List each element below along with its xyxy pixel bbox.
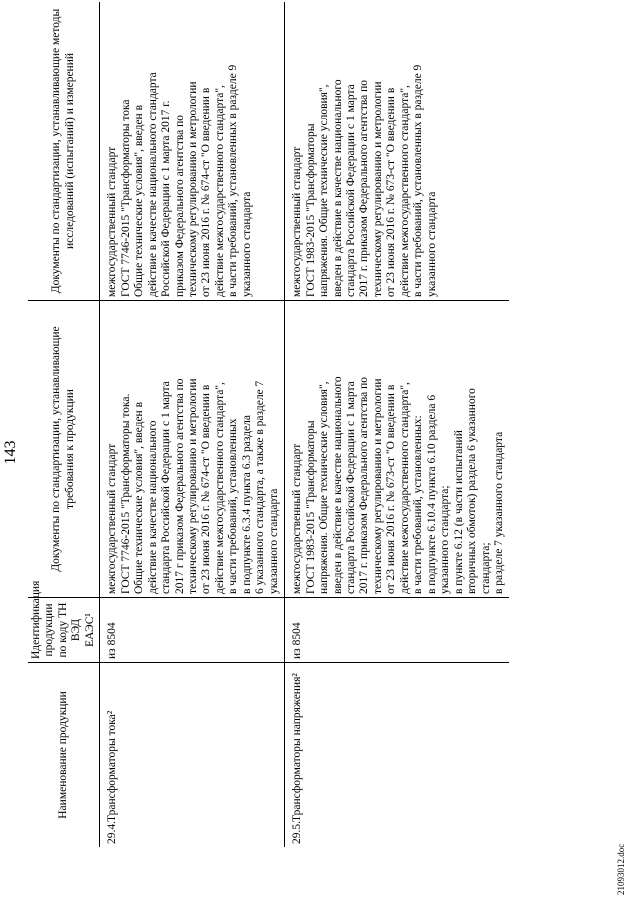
table-row — [100, 2, 285, 847]
text-line: 2017 г приказом Федерального агентства по — [173, 378, 186, 594]
text-line: введен в действие в качестве национального — [331, 376, 344, 594]
text-line: указанного стандарта — [267, 488, 280, 594]
footer-filename: 21093012.doc — [616, 843, 626, 895]
text-line: в подпункте 6.10.4 пункта 6.10 раздела 6 — [425, 394, 438, 594]
text-line: действие в качестве национального — [146, 420, 159, 594]
text-line: межгосударственный стандарт — [106, 443, 119, 594]
text-line: техническому регулированию и метрологии — [371, 81, 384, 297]
text-line: ГОСТ 1983-2015 "Трансформаторы — [304, 123, 317, 297]
text-line: ГОСТ 7746-2015 "Трансформаторы тока. — [119, 393, 132, 594]
header-test-method-docs: Документы по стандартизации, устанавливающие методы исследований (испытаний) и измерений — [28, 2, 100, 301]
text-line: от 23 июня 2016 г. № 673-ст "О введении в — [385, 384, 398, 594]
test-methods-cell — [285, 2, 510, 301]
product-name: Трансформаторы тока² — [106, 710, 119, 822]
text-line: действие межгосударственного стандарта", — [213, 382, 226, 594]
text-line: в пункте 6.12 (в части испытаний — [452, 430, 465, 594]
text-line: действие в качестве национального стандарта — [146, 72, 159, 297]
row-number: 29.5. — [291, 821, 304, 844]
text-line: техническому регулированию и метрологии — [371, 378, 384, 594]
code-cell: из 8504 — [285, 598, 510, 663]
text-line: Российской Федерации с 1 марта 2017 г. — [160, 100, 173, 297]
text-line: техническому регулированию и метрологии — [186, 378, 199, 594]
text-line: от 23 июня 2016 г. № 674-ст "О введении в — [200, 87, 213, 297]
text-line: в части требований, установленных в разделе 9 — [412, 64, 425, 297]
text-line: напряжения. Общие технические условия", — [318, 84, 331, 297]
header-requirement-docs: Документы по стандартизации, устанавливающие требования к продукции — [28, 301, 100, 598]
text-line: указанного стандарта — [240, 191, 253, 297]
table-row — [285, 2, 510, 847]
text-line: от 23 июня 2016 г. № 674-ст "О введении в — [200, 384, 213, 594]
text-line: указанного стандарта — [425, 191, 438, 297]
text-line: 2017 г. приказом Федерального агентства по — [358, 376, 371, 594]
text-line: указанного стандарта; — [439, 485, 452, 594]
text-line: стандарта; — [479, 542, 492, 594]
text-line: действие межгосударственного стандарта", — [213, 85, 226, 297]
product-cell — [285, 663, 510, 848]
product-cell — [100, 663, 285, 848]
text-line: ГОСТ 1983-2015 "Трансформаторы — [304, 420, 317, 594]
text-line: 6 указанного стандарта, а также в разделе 7 — [254, 380, 267, 594]
standards-table — [28, 2, 509, 847]
text-line: стандарта Российской Федерации с 1 марта — [344, 381, 357, 594]
text-line: межгосударственный стандарт — [291, 443, 304, 594]
text-line: от 23 июня 2016 г. № 673-ст "О введении в — [385, 87, 398, 297]
text-line: в части требований, установленных в разделе 9 — [227, 64, 240, 297]
text-line: действие межгосударственного стандарта", — [398, 85, 411, 297]
page-number: 143 — [2, 440, 19, 465]
requirements-cell — [285, 301, 510, 598]
text-line: в части требований, установленных: — [412, 415, 425, 594]
text-line: введен в действие в качестве национального — [331, 79, 344, 297]
text-line: межгосударственный стандарт — [291, 146, 304, 297]
text-line: 2017 г. приказом Федерального агентства по — [358, 79, 371, 297]
text-line: вторичных обмоток) раздела 6 указанного — [466, 388, 479, 594]
text-line: стандарта Российской Федерации с 1 марта — [160, 381, 173, 594]
product-name: Трансформаторы напряжения² — [291, 673, 304, 822]
header-code: Идентификация продукции по коду ТН ВЭД ЕАЭС¹ — [28, 598, 100, 663]
text-line: Общие технические условия", введен в — [133, 401, 146, 594]
requirements-cell — [100, 301, 285, 598]
header-product-name: Наименование продукции — [28, 663, 100, 848]
test-methods-cell — [100, 2, 285, 301]
text-line: в подпункте 6.3.4 пункта 6.3 раздела — [240, 415, 253, 594]
text-line: Общие технические условия", введен в — [133, 104, 146, 297]
row-number: 29.4. — [106, 821, 119, 844]
text-line: техническому регулированию и метрологии — [186, 81, 199, 297]
code-cell: из 8504 — [100, 598, 285, 663]
text-line: в разделе 7 указанного стандарта — [492, 431, 505, 594]
text-line: межгосударственный стандарт — [106, 146, 119, 297]
text-line: в части требований, установленных — [227, 418, 240, 594]
table-header-row — [28, 2, 100, 847]
text-line: действие межгосударственного стандарта", — [398, 382, 411, 594]
text-line: напряжения. Общие технические условия", — [318, 381, 331, 594]
text-line: стандарта Российской Федерации с 1 марта — [344, 84, 357, 297]
text-line: приказом Федерального агентства по — [173, 114, 186, 297]
text-line: ГОСТ 7746-2015 "Трансформаторы тока — [119, 99, 132, 297]
